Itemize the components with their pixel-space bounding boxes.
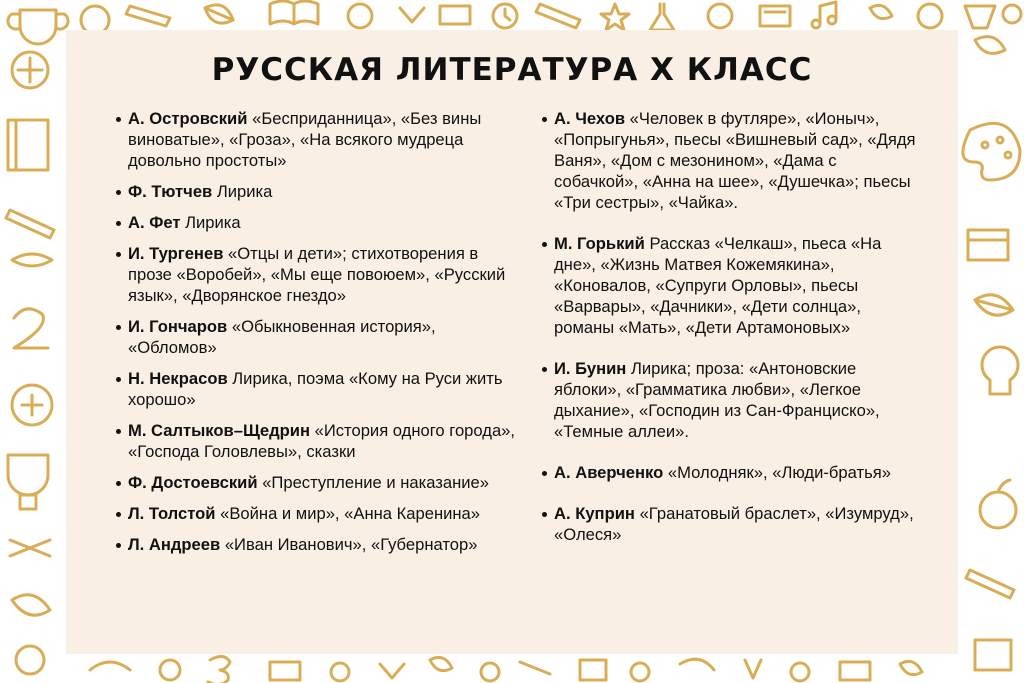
book-icon [270,1,318,24]
works: «Война и мир», «Анна Каренина» [220,504,481,523]
apple-icon-right [980,492,1016,528]
works: Лирика [216,182,273,201]
works: Лирика, поэма «Кому на Руси жить хорошо» [128,369,503,409]
author-name: М. Салтыков–Щедрин [128,421,310,440]
trophy-icon [8,10,68,44]
list-item [118,534,518,555]
star-icon [601,4,629,30]
list-item [118,472,518,493]
author-name: А. Островский [128,109,248,128]
list-item [118,243,518,306]
pencil-icon-left [6,210,54,238]
list-item [544,108,924,213]
author-name: А. Аверченко [554,463,664,482]
number-three-icon [208,656,230,683]
works: Рассказ «Челкаш», пьеса «На дне», «Жизнь Матвея Кожемякина», «Коновалов, «Супруги Орловы», пьесы «Варвары», «Дачники», «Дети солнца», романы «Мать», «Дети Артамоновых» [554,234,882,337]
list-item [118,316,518,358]
list-item [544,503,924,545]
author-name: М. Горький [554,234,645,253]
pencil-icon [126,6,170,26]
number-two-icon [14,309,48,348]
list-item [118,503,518,524]
list-item [118,212,518,233]
page-title: РУССКАЯ ЛИТЕРАТУРА X КЛАСС [211,52,813,88]
author-name: Ф. Тютчев [128,182,213,201]
works: «Гранатовый браслет», «Изумруд», «Олеся» [554,504,914,544]
list-item [118,420,518,462]
book-icon-left [8,120,48,170]
list-item [118,181,518,202]
leaf-icon-left [12,595,50,615]
left-column-list [118,108,518,565]
works: «Бесприданница», «Без вины виноватые», «Гроза», «На всякого мудреца довольно простоты» [128,109,482,170]
works: «Обыкновенная история», «Обломов» [128,317,436,357]
ruler-icon [536,4,580,28]
works: «Отцы и дети»; стихотворения в прозе «Воробей», «Мы еще повоюем», «Русский язык», «Дворянское гнездо» [128,244,506,305]
author-name: И. Бунин [554,359,627,378]
palette-icon [963,123,1020,180]
works: Лирика [185,213,241,232]
apple-icon [348,4,372,28]
author-name: Ф. Достоевский [128,473,258,492]
works: «Иван Иванович», «Губернатор» [224,535,478,554]
trophy-icon-left [8,455,48,509]
lightbulb-icon [982,347,1018,394]
author-name: Л. Толстой [128,504,216,523]
list-item [544,462,924,483]
list-item [544,358,924,442]
list-item [544,233,924,338]
works: «Преступление и наказание» [262,473,490,492]
list-item [118,108,518,171]
works: Лирика; проза: «Антоновские яблоки», «Грамматика любви», «Легкое дыхание», «Господин из Сан-Франциско», «Темные аллеи». [554,359,880,441]
content-card [66,30,958,654]
author-name: Л. Андреев [128,535,221,554]
leaf-icon-right [975,295,1013,315]
right-column-list [544,108,924,565]
works: «Человек в футляре», «Ионыч», «Попрыгунья», пьесы «Вишневый сад», «Дядя Ваня», «Дом с мезонином», «Дама с собачкой», «Анна на шее», «Душечка»; пьесы «Три сестры», «Чайка». [554,109,916,212]
author-name: А. Чехов [554,109,626,128]
author-name: И. Гончаров [128,317,228,336]
leaf-icon [205,5,233,23]
works: «История одного города», «Господа Головлевы», сказки [128,421,516,461]
works: «Молодняк», «Люди-братья» [667,463,891,482]
author-name: А. Куприн [554,504,635,523]
author-name: А. Фет [128,213,181,232]
author-name: И. Тургенев [128,244,224,263]
author-name: Н. Некрасов [128,369,228,388]
list-item [118,368,518,410]
flask-icon [650,4,674,30]
